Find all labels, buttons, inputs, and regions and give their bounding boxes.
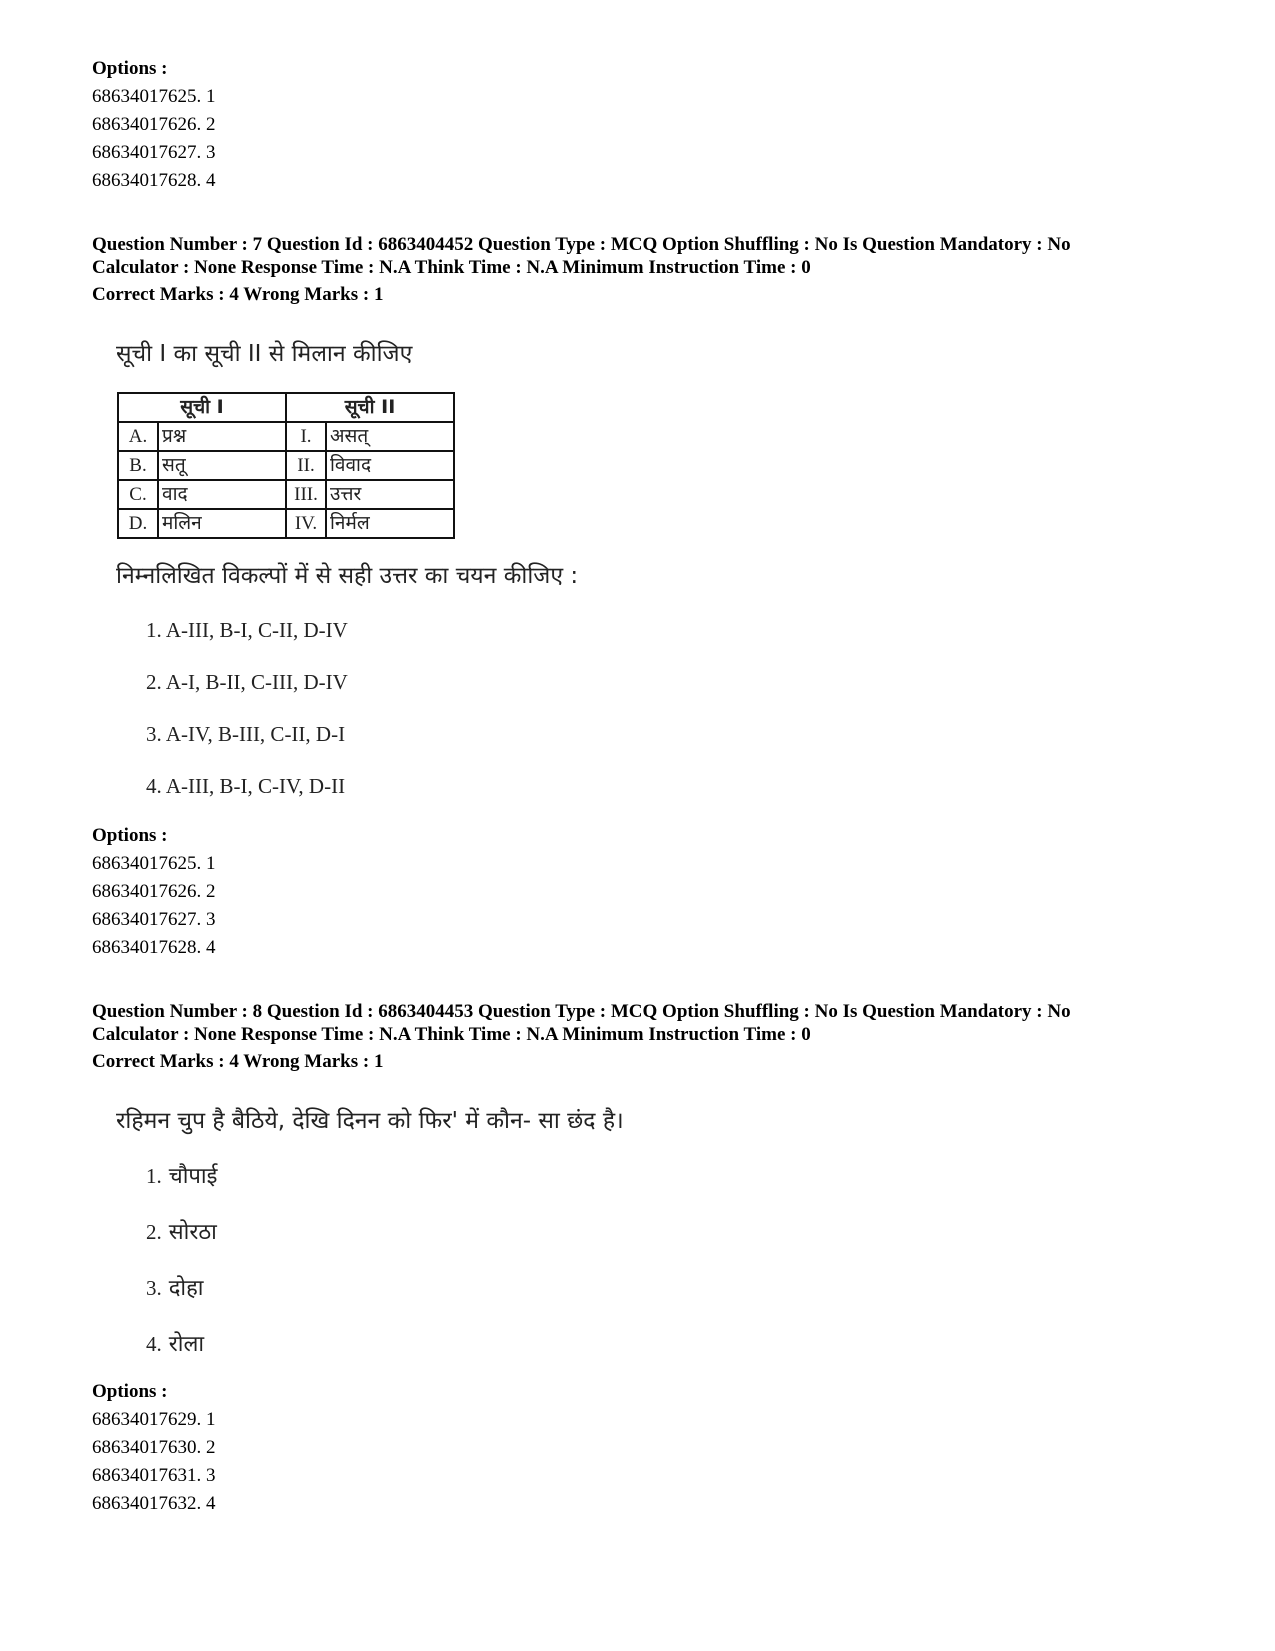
answer-choice-1: 1. A-III, B-I, C-II, D-IV — [146, 618, 348, 642]
option-line: 68634017630. 2 — [92, 1437, 216, 1458]
row-value-right: विवाद — [326, 451, 454, 480]
row-value-left: सतू — [158, 451, 286, 480]
options-heading: Options : — [92, 58, 168, 79]
question-marks: Correct Marks : 4 Wrong Marks : 1 — [92, 284, 384, 305]
options-heading: Options : — [92, 1381, 168, 1402]
answer-choice-3 — [146, 1272, 204, 1302]
row-value-right: असत् — [326, 422, 454, 451]
option-line: 68634017625. 1 — [92, 853, 216, 874]
options-heading: Options : — [92, 825, 168, 846]
table-row — [118, 480, 454, 509]
row-value-left: प्रश्न — [158, 422, 286, 451]
option-line: 68634017627. 3 — [92, 909, 216, 930]
row-label-right: IV. — [286, 509, 326, 538]
choice-number: 3. — [146, 1276, 162, 1300]
match-table — [117, 392, 455, 539]
row-label-left: D. — [118, 509, 158, 538]
question-meta-line: Calculator : None Response Time : N.A Think Time : N.A Minimum Instruction Time : 0 — [92, 257, 811, 278]
answer-choice-2 — [146, 1216, 217, 1246]
table-row — [118, 509, 454, 538]
row-value-right: उत्तर — [326, 480, 454, 509]
choice-text: दोहा — [168, 1276, 204, 1301]
row-value-left: मलिन — [158, 509, 286, 538]
question-meta-line: Question Number : 7 Question Id : 6863404452 Question Type : MCQ Option Shuffling : No Is Question Mandatory : No — [92, 234, 1071, 255]
row-label-left: A. — [118, 422, 158, 451]
answer-choice-3: 3. A-IV, B-III, C-II, D-I — [146, 722, 346, 746]
options-block-q7 — [92, 822, 1212, 962]
option-line: 68634017626. 2 — [92, 881, 216, 902]
option-line: 68634017631. 3 — [92, 1465, 216, 1486]
answer-choice-4: 4. A-III, B-I, C-IV, D-II — [146, 774, 346, 798]
question-8-body — [116, 1105, 624, 1137]
row-value-left: वाद — [158, 480, 286, 509]
table-header-list-1: सूची I — [118, 393, 286, 422]
row-label-right: III. — [286, 480, 326, 509]
table-header-row — [118, 393, 454, 422]
question-7-header — [92, 233, 1212, 309]
row-label-left: C. — [118, 480, 158, 509]
question-8-header — [92, 1000, 1212, 1076]
choice-text: चौपाई — [168, 1164, 218, 1189]
option-line: 68634017626. 2 — [92, 114, 216, 135]
choice-number: 4. — [146, 1332, 162, 1356]
question-7-instruction-wrap — [116, 560, 578, 592]
options-block-q6 — [92, 55, 1212, 195]
question-7-body — [116, 338, 412, 370]
row-label-left: B. — [118, 451, 158, 480]
row-label-right: II. — [286, 451, 326, 480]
question-marks: Correct Marks : 4 Wrong Marks : 1 — [92, 1051, 384, 1072]
table-row — [118, 422, 454, 451]
option-line: 68634017628. 4 — [92, 937, 216, 958]
table-header-list-2: सूची II — [286, 393, 454, 422]
answer-choice-2: 2. A-I, B-II, C-III, D-IV — [146, 670, 348, 694]
option-line: 68634017628. 4 — [92, 170, 216, 191]
row-value-right: निर्मल — [326, 509, 454, 538]
option-line: 68634017629. 1 — [92, 1409, 216, 1430]
option-line: 68634017627. 3 — [92, 142, 216, 163]
question-meta-line: Calculator : None Response Time : N.A Think Time : N.A Minimum Instruction Time : 0 — [92, 1024, 811, 1045]
question-prompt: रहिमन चुप है बैठिये, देखि दिनन को फिर' में कौन- सा छंद है। — [116, 1108, 624, 1134]
option-line: 68634017625. 1 — [92, 86, 216, 107]
choice-text: सोरठा — [168, 1220, 217, 1245]
answer-choice-4 — [146, 1328, 204, 1358]
answer-choice-1 — [146, 1160, 217, 1190]
option-line: 68634017632. 4 — [92, 1493, 216, 1514]
question-instruction: निम्नलिखित विकल्पों में से सही उत्तर का चयन कीजिए : — [116, 563, 579, 589]
choice-number: 1. — [146, 1164, 162, 1188]
match-table-wrap — [117, 392, 455, 539]
options-block-q8 — [92, 1378, 1212, 1518]
choice-number: 2. — [146, 1220, 162, 1244]
question-meta-line: Question Number : 8 Question Id : 6863404453 Question Type : MCQ Option Shuffling : No Is Question Mandatory : No — [92, 1001, 1071, 1022]
table-row — [118, 451, 454, 480]
row-label-right: I. — [286, 422, 326, 451]
choice-text: रोला — [168, 1332, 205, 1357]
question-prompt: सूची I का सूची II से मिलान कीजिए — [116, 341, 413, 367]
